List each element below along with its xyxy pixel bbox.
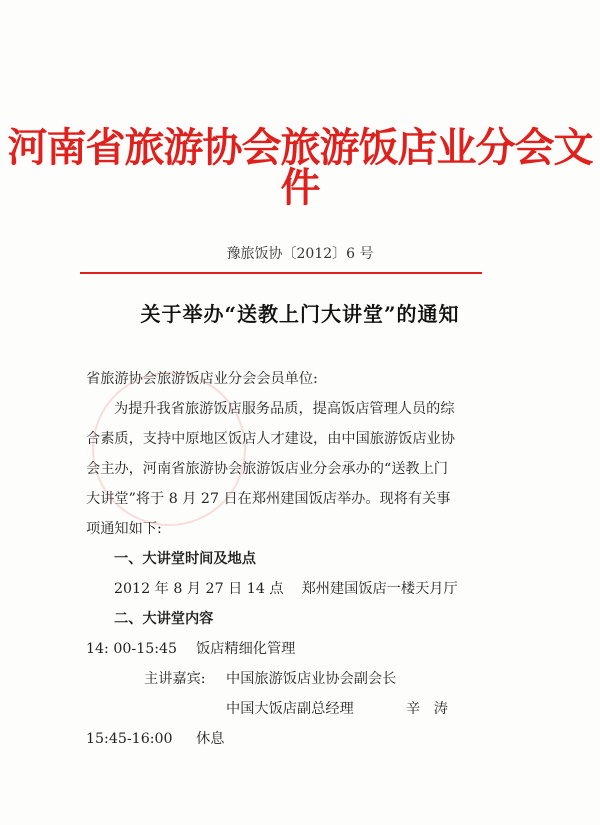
- schedule-time: 15:45-16:00: [86, 731, 173, 747]
- document-number: 豫旅饭协〔2012〕6 号: [226, 246, 374, 262]
- speaker-row-2: [86, 694, 490, 724]
- schedule-time: 14: 00-15:45: [86, 641, 178, 657]
- letterhead-divider: [80, 272, 482, 274]
- schedule-row: [86, 634, 490, 664]
- paragraph-line: 项通知如下:: [86, 521, 162, 537]
- paragraph-line: 合素质，支持中原地区饭店人才建设，由中国旅游饭店业协: [86, 431, 455, 447]
- schedule-row: [86, 724, 490, 754]
- speaker-label: 主讲嘉宾:: [144, 671, 206, 687]
- addressee: 省旅游协会旅游饭店业分会会员单位:: [86, 371, 318, 387]
- speaker-row: [86, 664, 490, 694]
- paragraph-line: 为提升我省旅游饭店服务品质，提高饭店管理人员的综: [114, 401, 455, 417]
- section-heading-content: 二、大讲堂内容: [114, 611, 214, 627]
- notice-title: 关于举办“送教上门大讲堂”的通知: [140, 302, 460, 326]
- notice-body: [86, 364, 490, 754]
- schedule-topic: 休息: [196, 731, 225, 747]
- section-heading-time-place: 一、大讲堂时间及地点: [114, 551, 256, 567]
- speaker-title-2: 中国大饭店副总经理: [226, 701, 354, 717]
- paragraph-line: 大讲堂”将于 8 月 27 日在郑州建国饭店举办。现将有关事: [86, 491, 451, 507]
- section-time-place-content: 2012 年 8 月 27 日 14 点 郑州建国饭店一楼天月厅: [114, 581, 458, 597]
- schedule-topic: 饭店精细化管理: [196, 641, 296, 657]
- paragraph-line: 会主办，河南省旅游协会旅游饭店业分会承办的“送教上门: [86, 461, 448, 477]
- speaker-title-1: 中国旅游饭店业协会副会长: [226, 671, 397, 687]
- speaker-name: 辛 涛: [406, 701, 448, 717]
- letterhead-title: 河南省旅游协会旅游饭店业分会文件: [7, 124, 593, 211]
